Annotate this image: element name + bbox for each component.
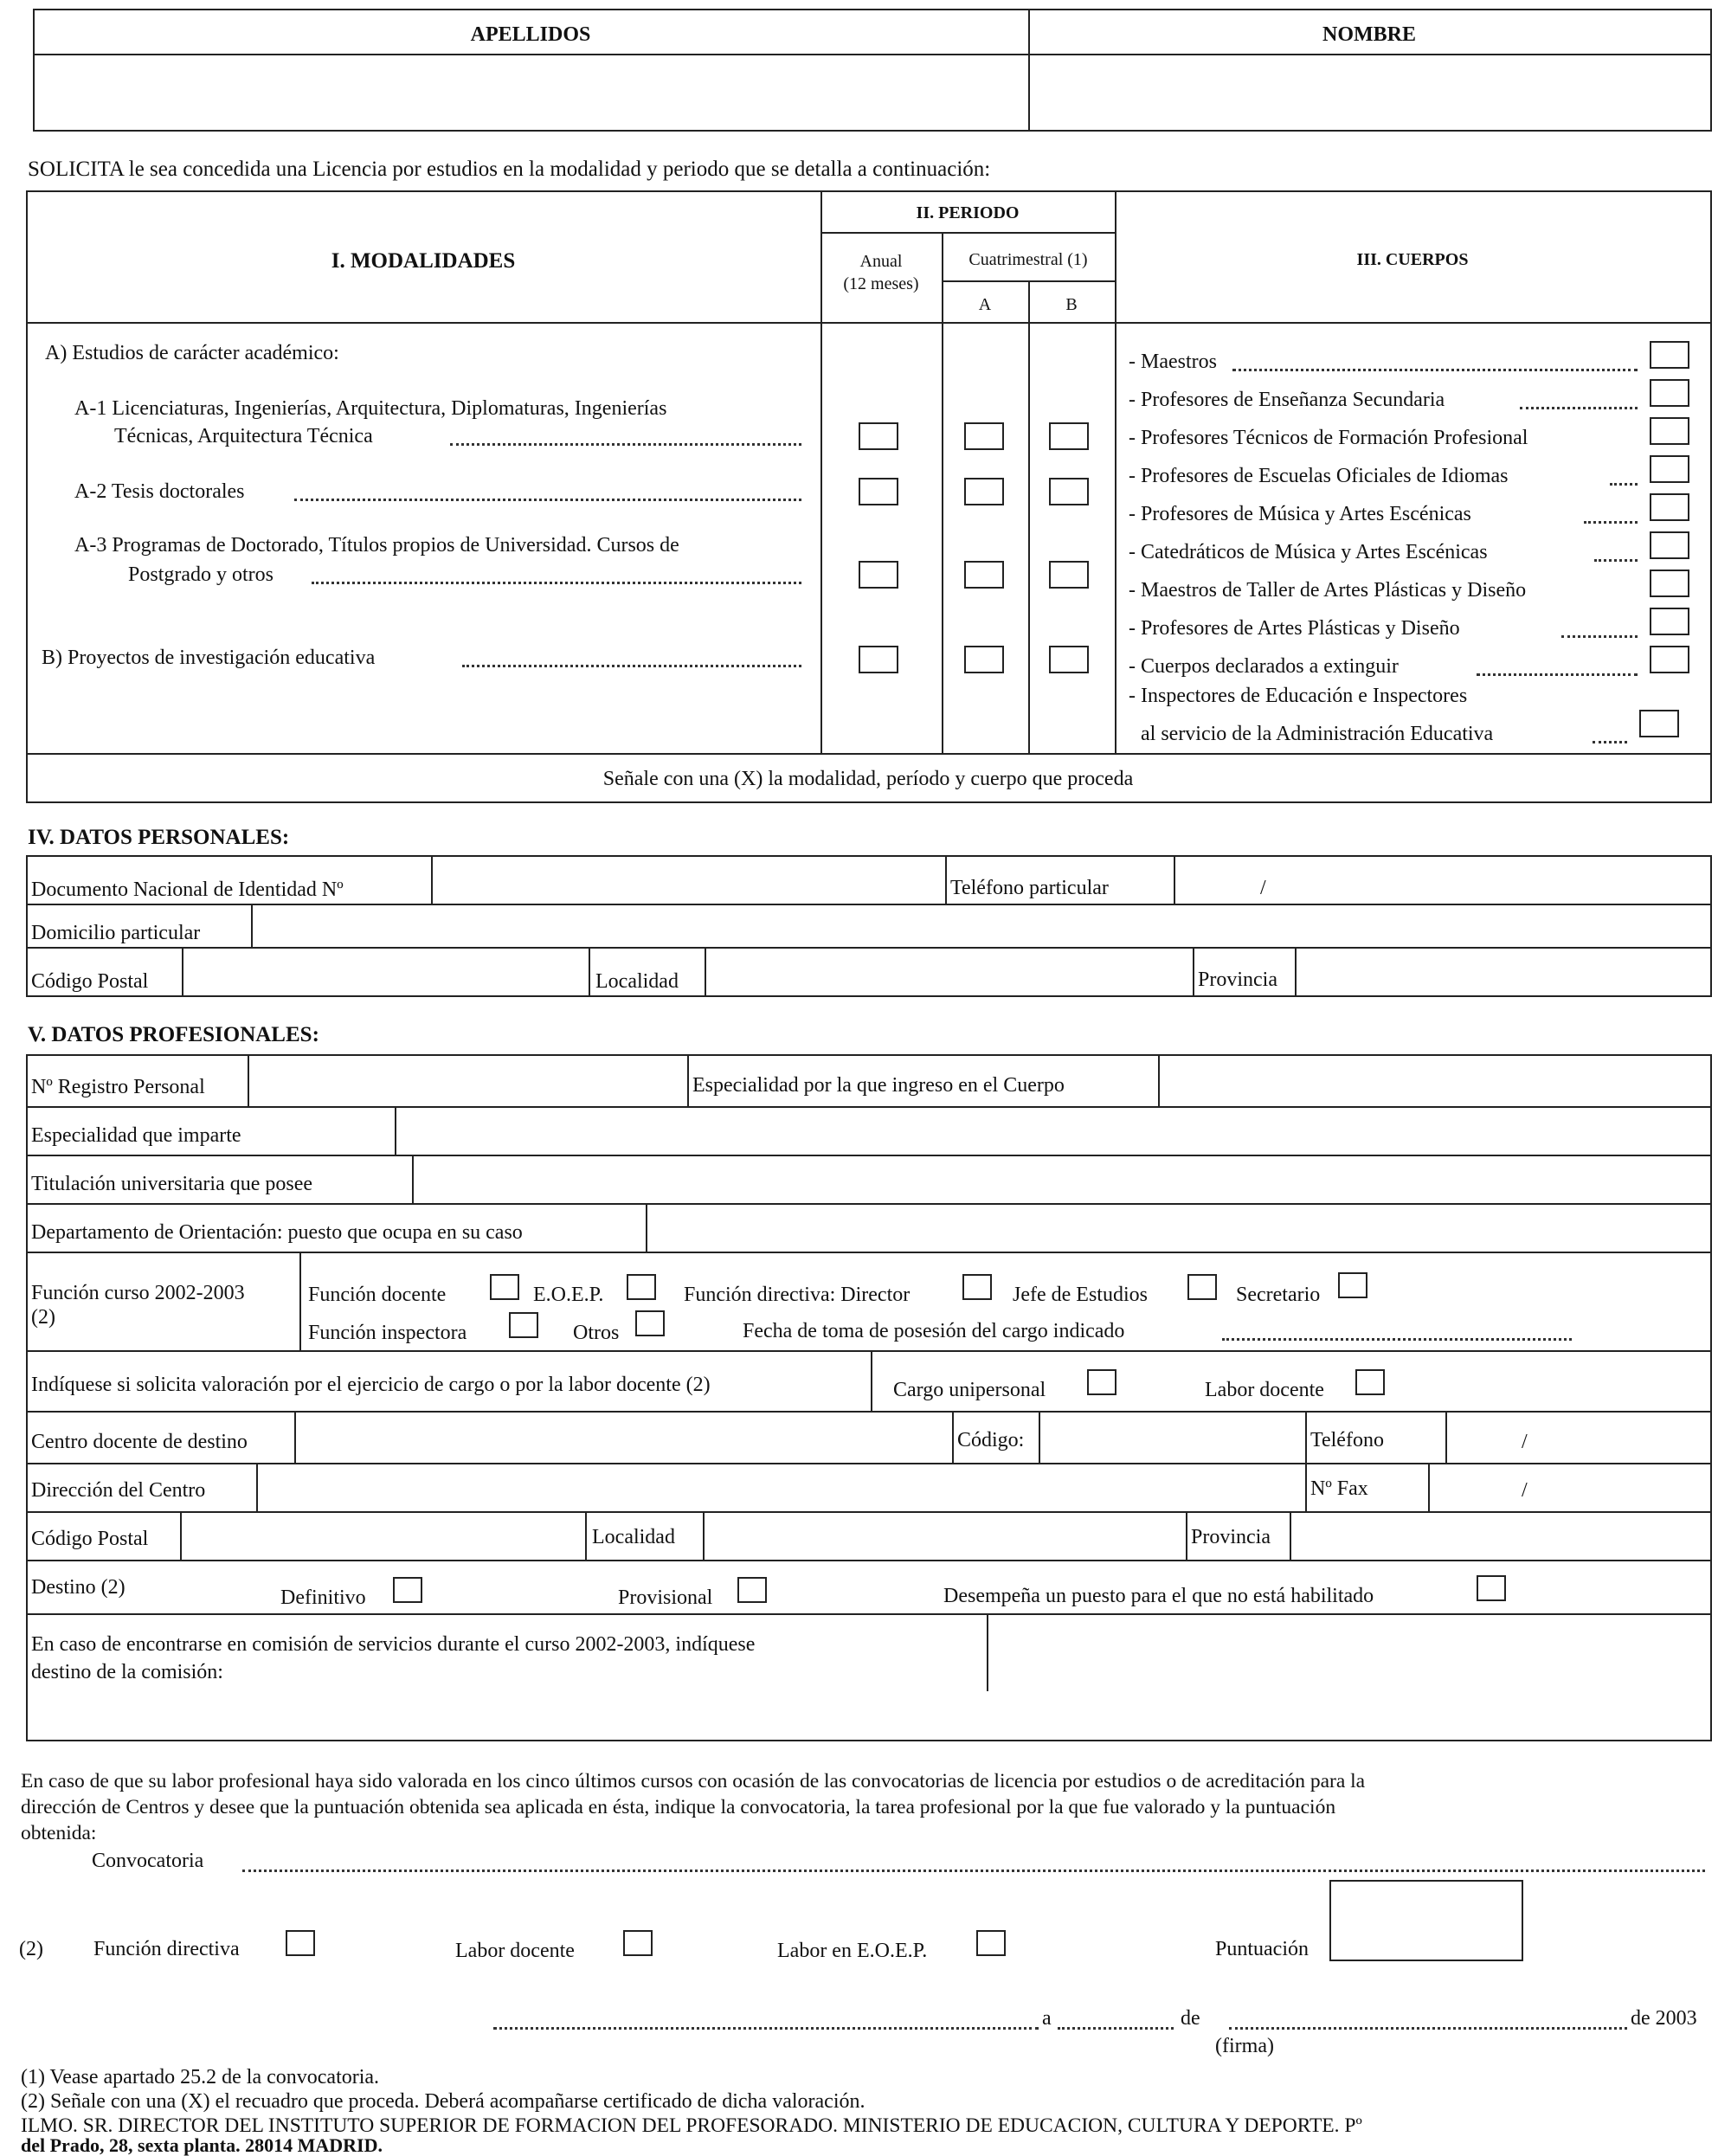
codigo-postal-centro-label: Código Postal <box>31 1528 149 1550</box>
cuerpo-extinguir: - Cuerpos declarados a extinguir <box>1129 655 1399 678</box>
cuerpo-musica: - Profesores de Música y Artes Escénicas <box>1129 503 1471 525</box>
personales-title: IV. DATOS PERSONALES: <box>28 826 290 849</box>
centro-destino-label: Centro docente de destino <box>31 1431 248 1453</box>
codigo-input[interactable] <box>1046 1418 1302 1459</box>
a2-anual-checkbox[interactable] <box>859 478 898 505</box>
cuerpo-extinguir-checkbox[interactable] <box>1650 646 1689 673</box>
col-b-label: B <box>1065 295 1078 314</box>
a3-anual-checkbox[interactable] <box>859 561 898 589</box>
a1-cuatrimestral-a-checkbox[interactable] <box>964 422 1004 450</box>
codigo-postal-centro-input[interactable] <box>187 1516 582 1556</box>
dni-label: Documento Nacional de Identidad Nº <box>31 878 344 901</box>
desempena-label: Desempeña un puesto para el que no está habilitado <box>943 1585 1374 1607</box>
valoracion-para-2: dirección de Centros y desee que la puntuación obtenida sea aplicada en ésta, indique la convocatoria, la tarea profesional por la que fue valorado y la puntuación <box>21 1796 1336 1818</box>
a3-cuatrimestral-b-checkbox[interactable] <box>1049 561 1089 589</box>
provisional-checkbox[interactable] <box>737 1577 767 1603</box>
telefono-particular-input[interactable] <box>1182 864 1705 900</box>
definitivo-checkbox[interactable] <box>393 1577 422 1603</box>
nombre-input[interactable] <box>1039 69 1700 119</box>
cuerpo-artes-plasticas-checkbox[interactable] <box>1650 608 1689 635</box>
valoracion-labor-docente-checkbox[interactable] <box>623 1930 653 1956</box>
a1-anual-checkbox[interactable] <box>859 422 898 450</box>
valoracion-labor-docente-label: Labor docente <box>455 1940 575 1962</box>
footnote-1: (1) Vease apartado 25.2 de la convocatoria. <box>21 2066 380 2088</box>
localidad-label: Localidad <box>595 970 679 993</box>
domicilio-input[interactable] <box>258 909 1707 945</box>
titulacion-label: Titulación universitaria que posee <box>31 1173 313 1195</box>
valoracion-funcion-directiva-checkbox[interactable] <box>286 1930 315 1956</box>
a1-label-1: A-1 Licenciaturas, Ingenierías, Arquitectura, Diplomaturas, Ingenierías <box>74 397 667 420</box>
funcion-curso-label: Función curso 2002-2003 <box>31 1282 245 1304</box>
departamento-label: Departamento de Orientación: puesto que ocupa en su caso <box>31 1221 523 1244</box>
labor-docente-label: Labor docente <box>1205 1379 1324 1401</box>
firma-year: de 2003 <box>1631 2007 1697 2030</box>
telefono-centro-input[interactable] <box>1452 1418 1707 1459</box>
fax-input[interactable] <box>1435 1468 1707 1508</box>
labor-docente-checkbox[interactable] <box>1355 1369 1385 1395</box>
solicita-text: SOLICITA le sea concedida una Licencia por estudios en la modalidad y periodo que se detalla a continuación: <box>28 158 991 181</box>
valoracion-labor-eoep-checkbox[interactable] <box>976 1930 1006 1956</box>
telefono-centro-slash: / <box>1522 1431 1528 1453</box>
especialidad-ingreso-label: Especialidad por la que ingreso en el Cuerpo <box>692 1074 1065 1097</box>
footnote-2: (2) Señale con una (X) el recuadro que proceda. Deberá acompañarse certificado de dicha valoración. <box>21 2090 866 2113</box>
director-checkbox[interactable] <box>962 1274 992 1300</box>
cuerpo-maestros-taller: - Maestros de Taller de Artes Plásticas y Diseño <box>1129 579 1527 602</box>
comision-destino-input[interactable] <box>995 1620 1705 1734</box>
nombre-label: NOMBRE <box>1322 23 1416 46</box>
valoracion-para-3: obtenida: <box>21 1822 97 1844</box>
funcion-directiva-label: Función directiva: Director <box>684 1284 911 1306</box>
firma-a: a <box>1042 2007 1052 2030</box>
codigo-label: Código: <box>957 1429 1025 1451</box>
col-a-label: A <box>978 295 992 314</box>
a2-cuatrimestral-b-checkbox[interactable] <box>1049 478 1089 505</box>
secretario-checkbox[interactable] <box>1338 1272 1367 1298</box>
cuerpo-tecnicos-fp-checkbox[interactable] <box>1650 417 1689 445</box>
anual-sub-label: (12 meses) <box>843 274 919 293</box>
otros-checkbox[interactable] <box>635 1310 665 1336</box>
domicilio-label: Domicilio particular <box>31 922 201 944</box>
cuerpo-idiomas: - Profesores de Escuelas Oficiales de Idiomas <box>1129 465 1509 487</box>
cuerpo-secundaria-checkbox[interactable] <box>1650 379 1689 407</box>
cuerpo-inspectores-2: al servicio de la Administración Educativa <box>1141 723 1494 745</box>
a2-label: A-2 Tesis doctorales <box>74 480 245 503</box>
puntuacion-label: Puntuación <box>1215 1938 1309 1960</box>
titulacion-input[interactable] <box>419 1160 1705 1200</box>
firma-label: (firma) <box>1215 2035 1274 2057</box>
provincia-centro-label: Provincia <box>1191 1526 1271 1548</box>
eoep-checkbox[interactable] <box>627 1274 656 1300</box>
definitivo-label: Definitivo <box>280 1586 366 1609</box>
nota-2-marker: (2) <box>19 1938 43 1960</box>
fecha-toma-label: Fecha de toma de posesión del cargo indicado <box>743 1320 1125 1342</box>
profesionales-title: V. DATOS PROFESIONALES: <box>28 1023 319 1046</box>
secretario-label: Secretario <box>1236 1284 1321 1306</box>
convocatoria-label: Convocatoria <box>92 1850 204 1872</box>
funcion-inspectora-checkbox[interactable] <box>509 1312 538 1338</box>
valoracion-funcion-directiva-label: Función directiva <box>93 1938 240 1960</box>
cargo-unipersonal-label: Cargo unipersonal <box>893 1379 1046 1401</box>
direccion-centro-input[interactable] <box>263 1468 1302 1508</box>
cuerpo-maestros-checkbox[interactable] <box>1650 341 1689 369</box>
anual-label: Anual <box>859 252 903 271</box>
cuerpo-maestros-taller-checkbox[interactable] <box>1650 570 1689 597</box>
a2-cuatrimestral-a-checkbox[interactable] <box>964 478 1004 505</box>
a3-label-2: Postgrado y otros <box>128 563 273 586</box>
a3-label-1: A-3 Programas de Doctorado, Títulos propios de Universidad. Cursos de <box>74 534 679 557</box>
cuerpos-header: III. CUERPOS <box>1356 250 1469 269</box>
cuerpo-inspectores-checkbox[interactable] <box>1639 710 1679 737</box>
cuerpo-maestros: - Maestros <box>1129 351 1217 373</box>
cuerpo-artes-plasticas: - Profesores de Artes Plásticas y Diseño <box>1129 617 1460 640</box>
modalidades-header: I. MODALIDADES <box>331 249 516 273</box>
jefe-estudios-checkbox[interactable] <box>1187 1274 1217 1300</box>
cuerpo-musica-checkbox[interactable] <box>1650 493 1689 521</box>
fax-slash: / <box>1522 1479 1528 1502</box>
cargo-unipersonal-checkbox[interactable] <box>1087 1369 1116 1395</box>
eoep-label: E.O.E.P. <box>533 1284 604 1306</box>
b-cuatrimestral-b-checkbox[interactable] <box>1049 646 1089 673</box>
localidad-input[interactable] <box>711 954 1189 992</box>
jefe-estudios-label: Jefe de Estudios <box>1013 1284 1148 1306</box>
funcion-docente-label: Función docente <box>308 1284 447 1306</box>
b-anual-checkbox[interactable] <box>859 646 898 673</box>
destino-label: Destino (2) <box>31 1576 125 1599</box>
address-line-2: del Prado, 28, sexta planta. 28014 MADRID. <box>21 2134 383 2156</box>
registro-label: Nº Registro Personal <box>31 1076 205 1098</box>
a3-cuatrimestral-a-checkbox[interactable] <box>964 561 1004 589</box>
comision-label-2: destino de la comisión: <box>31 1661 223 1683</box>
cuerpo-inspectores: - Inspectores de Educación e Inspectores <box>1129 685 1468 707</box>
cuerpo-catedraticos: - Catedráticos de Música y Artes Escénicas <box>1129 541 1488 563</box>
senale-instruction: Señale con una (X) la modalidad, período y cuerpo que proceda <box>602 768 1134 790</box>
valoracion-para-1: En caso de que su labor profesional haya sido valorada en los cinco últimos cursos con ocasión de las convocatorias de licencia por estudios o de acreditación para la <box>21 1770 1366 1792</box>
localidad-centro-input[interactable] <box>710 1516 1182 1556</box>
cuerpo-secundaria: - Profesores de Enseñanza Secundaria <box>1129 389 1445 411</box>
a1-cuatrimestral-b-checkbox[interactable] <box>1049 422 1089 450</box>
codigo-postal-input[interactable] <box>189 954 585 992</box>
apellidos-input[interactable] <box>43 69 1016 119</box>
registro-input[interactable] <box>254 1061 684 1103</box>
telefono-particular-label: Teléfono particular <box>950 877 1109 899</box>
fax-label: Nº Fax <box>1310 1477 1368 1500</box>
funcion-inspectora-label: Función inspectora <box>308 1322 467 1344</box>
indiquese-label: Indíquese si solicita valoración por el ejercicio de cargo o por la labor docente (2) <box>31 1374 711 1396</box>
provisional-label: Provisional <box>618 1586 713 1609</box>
cuatrimestral-label: Cuatrimestral (1) <box>968 250 1088 269</box>
especialidad-imparte-label: Especialidad que imparte <box>31 1124 241 1147</box>
dni-input[interactable] <box>438 864 942 900</box>
provincia-label: Provincia <box>1198 969 1277 991</box>
especialidad-imparte-input[interactable] <box>402 1111 1705 1151</box>
telefono-centro-label: Teléfono <box>1310 1429 1384 1451</box>
mod-a-label: A) Estudios de carácter académico: <box>45 342 339 364</box>
cuerpo-tecnicos-fp: - Profesores Técnicos de Formación Profesional <box>1129 427 1528 449</box>
a1-label-2: Técnicas, Arquitectura Técnica <box>114 425 373 447</box>
telefono-slash: / <box>1260 877 1266 899</box>
otros-label: Otros <box>573 1322 620 1344</box>
funcion-curso-note: (2) <box>31 1306 55 1329</box>
localidad-centro-label: Localidad <box>592 1526 675 1548</box>
centro-destino-input[interactable] <box>301 1418 949 1459</box>
valoracion-labor-eoep-label: Labor en E.O.E.P. <box>777 1940 928 1962</box>
firma-de: de <box>1181 2007 1200 2030</box>
cuerpo-idiomas-checkbox[interactable] <box>1650 455 1689 483</box>
apellidos-label: APELLIDOS <box>470 23 591 46</box>
address-line-1: ILMO. SR. DIRECTOR DEL INSTITUTO SUPERIOR DE FORMACION DEL PROFESORADO. MINISTERIO DE EDUCACION, CULTURA Y DEPORTE. Pº <box>21 2114 1362 2137</box>
departamento-input[interactable] <box>653 1208 1705 1248</box>
b-cuatrimestral-a-checkbox[interactable] <box>964 646 1004 673</box>
puntuacion-box[interactable] <box>1329 1880 1523 1961</box>
desempena-checkbox[interactable] <box>1477 1575 1506 1601</box>
provincia-centro-input[interactable] <box>1297 1516 1707 1556</box>
mod-b-label: B) Proyectos de investigación educativa <box>42 647 376 669</box>
cuerpo-catedraticos-checkbox[interactable] <box>1650 531 1689 559</box>
codigo-postal-label: Código Postal <box>31 970 149 993</box>
provincia-input[interactable] <box>1302 954 1707 992</box>
direccion-centro-label: Dirección del Centro <box>31 1479 206 1502</box>
comision-label-1: En caso de encontrarse en comisión de servicios durante el curso 2002-2003, indíquese <box>31 1633 756 1656</box>
funcion-docente-checkbox[interactable] <box>490 1274 519 1300</box>
periodo-header: II. PERIODO <box>916 203 1020 222</box>
especialidad-ingreso-input[interactable] <box>1165 1061 1705 1103</box>
